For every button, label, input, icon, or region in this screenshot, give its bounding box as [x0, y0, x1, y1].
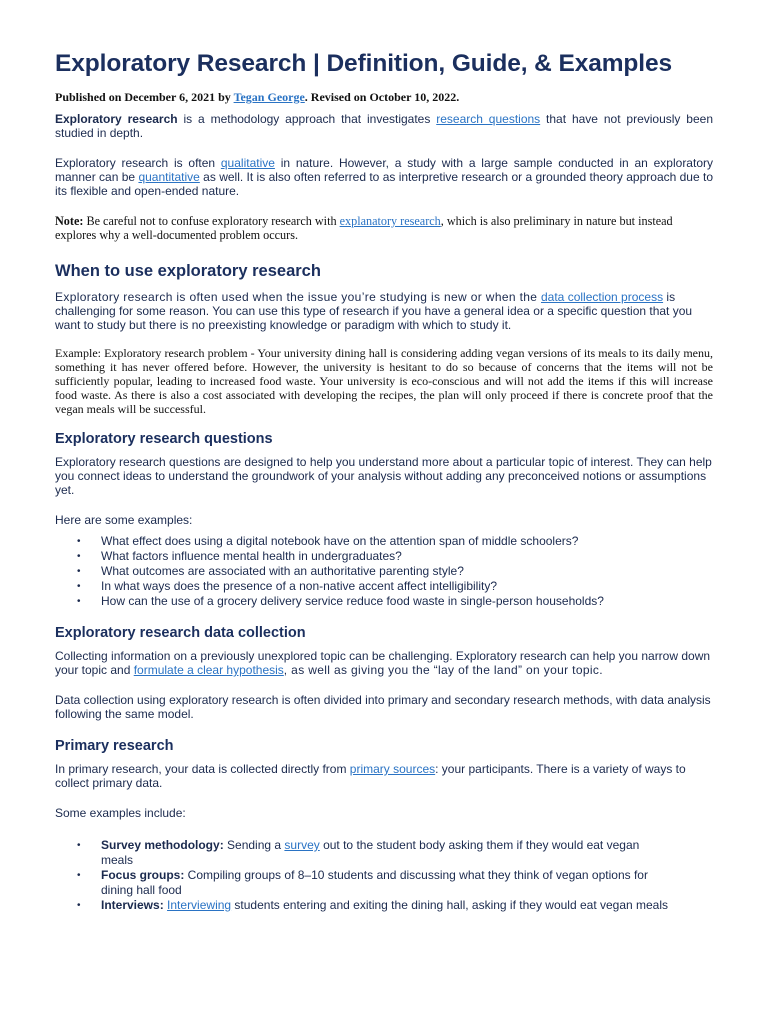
- list-item: • What outcomes are associated with an authoritative parenting style?: [77, 564, 464, 578]
- primary-lead: Some examples include:: [55, 806, 186, 820]
- qualitative-paragraph: Exploratory research is often qualitative in nature. However, a study with a large sample conducted in an exploratory manner can be quantitative as well. It is also often referred to as interpretive research or a grounded theory approach due to its flexible and open-ended nature.: [55, 156, 714, 198]
- when-paragraph: Exploratory research is often used when the issue you’re studying is new or when the data collection process is challenging for some reason. You can use this type of research if you have a general idea or a specific question that you want to study but there is no preexisting knowledge or paradigm with which to study it.: [55, 290, 693, 332]
- research-questions-link[interactable]: research questions: [436, 112, 541, 126]
- formulate-hypothesis-link[interactable]: formulate a clear hypothesis: [133, 663, 284, 677]
- heading-primary-research: Primary research: [55, 738, 174, 754]
- list-item: • Focus groups: Compiling groups of 8–10 students and discussing what they think of vegan options for dining hall food: [77, 868, 648, 897]
- bullet-icon: •: [77, 840, 81, 851]
- author-link[interactable]: Tegan George: [233, 90, 305, 104]
- primary-paragraph: In primary research, your data is collected directly from primary sources: your participants. There is a variety of ways to collect primary data.: [55, 762, 686, 790]
- list-item: • How can the use of a grocery delivery service reduce food waste in single-person households?: [77, 594, 604, 608]
- questions-lead: Here are some examples:: [55, 513, 193, 527]
- bullet-icon: •: [77, 536, 81, 547]
- bullet-icon: •: [77, 566, 81, 577]
- example-paragraph: Example: Exploratory research problem - Your university dining hall is considering adding vegan versions of its meals to its daily menu, something it has never offered before. However, the university is hesitant to do so because of concerns that the items will not be sufficiently popular, leading to increased food waste. Your university is eco-conscious and will not add the items if this will increase food waste. As there is also a cost associated with developing the recipes, the plan will only proceed if there is concrete proof that the vegan meals will be successful.: [55, 346, 713, 416]
- note-paragraph: Note: Be careful not to confuse exploratory research with explanatory research, which is also preliminary in nature but instead explores why a well-documented problem occurs.: [55, 214, 673, 242]
- note-label: Note:: [55, 214, 84, 228]
- data-collection-process-link[interactable]: data collection process: [541, 290, 664, 304]
- interviewing-link[interactable]: Interviewing: [167, 898, 232, 912]
- heading-when-to-use: When to use exploratory research: [55, 262, 321, 280]
- collection-paragraph-2: Data collection using exploratory research is often divided into primary and secondary research methods, with data analysis following the same model.: [55, 693, 711, 721]
- bullet-icon: •: [77, 900, 81, 911]
- explanatory-research-link[interactable]: explanatory research: [339, 214, 441, 228]
- questions-paragraph: Exploratory research questions are designed to help you understand more about a particular topic of interest. They can help you connect ideas to understand the groundwork of your analysis without adding any preconceived notions or assumptions yet.: [55, 455, 712, 497]
- document-page: [55, 50, 713, 913]
- primary-sources-link[interactable]: primary sources: [349, 762, 436, 776]
- bullet-icon: •: [77, 581, 81, 592]
- quantitative-link[interactable]: quantitative: [138, 170, 200, 184]
- collection-paragraph: Collecting information on a previously unexplored topic can be challenging. Exploratory research can help you narrow down your topic and formulate a clear hypothesis, as well as giving you the “lay of the land” on your topic.: [55, 649, 711, 677]
- intro-paragraph: Exploratory research is a methodology approach that investigates research questions that have not previously been studied in depth.: [55, 112, 713, 140]
- heading-data-collection: Exploratory research data collection: [55, 625, 306, 641]
- heading-research-questions: Exploratory research questions: [55, 431, 273, 447]
- qualitative-link[interactable]: qualitative: [220, 156, 275, 170]
- list-item: • What effect does using a digital notebook have on the attention span of middle schoolers?: [77, 534, 579, 548]
- questions-list: [55, 534, 713, 609]
- bullet-icon: •: [77, 596, 81, 607]
- list-item: • What factors influence mental health in undergraduates?: [77, 549, 402, 563]
- list-item: • Survey methodology: Sending a survey out to the student body asking them if they would eat vegan meals: [77, 838, 640, 867]
- page-title: Exploratory Research | Definition, Guide, & Examples: [55, 50, 673, 77]
- primary-examples-list: [55, 838, 713, 913]
- intro-term: Exploratory research: [55, 112, 178, 126]
- publication-line: Published on December 6, 2021 by Tegan George. Revised on October 10, 2022.: [55, 90, 460, 104]
- list-item: • In what ways does the presence of a non-native accent affect intelligibility?: [77, 579, 498, 593]
- list-item: • Interviews: Interviewing students entering and exiting the dining hall, asking if they would eat vegan meals: [77, 898, 669, 912]
- bullet-icon: •: [77, 870, 81, 881]
- bullet-icon: •: [77, 551, 81, 562]
- survey-link[interactable]: survey: [284, 838, 320, 852]
